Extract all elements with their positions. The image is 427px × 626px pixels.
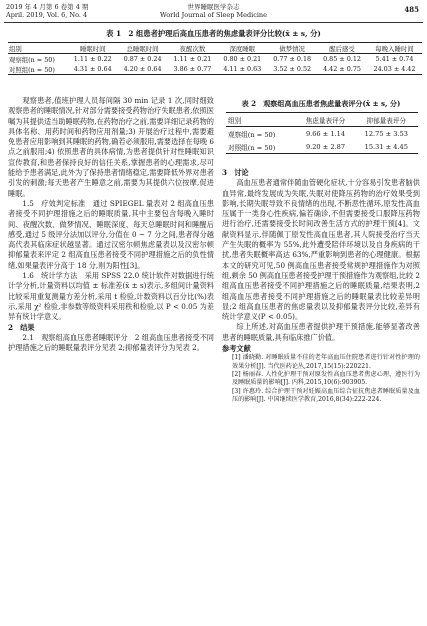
table-cell: 9.20 ± 2.87 — [305, 142, 346, 151]
table-cell: 0.87 ± 0.24 — [123, 55, 162, 63]
table-cell: 观察组(n = 50) — [9, 55, 55, 64]
page-header — [6, 2, 421, 24]
reference-item: [2] 杨丽春. 人性化护理干预对原发性高血压患者焦虑心理、遵医行为及睡眠质量的影响[J]. 内科,2015,10(6):903905. — [232, 370, 420, 387]
body-paragraph: 观察患者,值班护理人员每间隔 30 min 记录 1 次,同时细致观察患者的睡眠情况,针对部分需要接受药物治疗失眠患者,依照医嘱为其提供适当助睡眠药物,在药物治疗之前,需要详细记录药物的具体名称、用药时间和药物应用剂量;3) 开展治疗过程中,需要避免患者应用影响到其睡眠的药物,确若必须服用,需要选择在每晚 6 点之前服用;4) 依照患者的具体病情,为患者提供针对性睡眠知识宣传教育,和患者保持良好的信任关系,掌握患者的心理需求,尽可能给予患者满足,此外为了保持患者情绪稳定,需要降低外界对患者引发的刺激;每天患者产生睡意之前,需要为其提供六位按摩,促进睡眠。 — [8, 96, 214, 198]
body-paragraph: 1.6 统计学方法 采用 SPSS 22.0 统计软件对数据进行统计学分析,计量资料以均值 ± 标准差(x̄ ± s)表示,多组间计量资料比较采用重复测量方差分析,采用 t 检验,计数资料以百分比(%)表示,采用 χ² 检验,非参数等级资料采用秩和检验,以 P < 0.05 为差异有统计学意义。 — [8, 271, 214, 322]
reference-item: [3] 许惠玲. 综合护理干预对妊娠高血压综合征抗焦虑者睡眠质量及血压的影响[J]. 中国继续医学教育,2016,8(34):222-224. — [232, 387, 420, 403]
left-column — [8, 96, 214, 353]
table1 — [8, 42, 422, 75]
table-cell: 4.42 ± 0.75 — [323, 65, 361, 73]
table2 — [226, 112, 418, 154]
right-column — [222, 168, 420, 404]
table1-col-header: 醒后感受 — [329, 44, 355, 53]
table-cell: 0.80 ± 0.21 — [223, 55, 262, 63]
table2-header-row — [226, 113, 418, 127]
table1-col-header: 夜醒次数 — [179, 44, 206, 53]
table-cell: 4.20 ± 0.64 — [123, 65, 162, 73]
table-cell: 1.11 ± 0.21 — [173, 55, 212, 63]
table2-col-header: 组别 — [228, 116, 242, 125]
body-paragraph: 1.5 疗效判定标准 通过 SPIEGEL 量表对 2 组高血压患者接受不同护理措施之后的睡眠质量,其中主要包含每晚入睡时间、夜醒次数、做梦情况、睡眠深度、每天总睡眠时间和睡醒后感受,通过 5 级评分法加以评分,分值在 0 ~ 7 分之间,患者得分越高代表其临床症状越显著。通过汉密尔顿焦虑量表以及汉密尔顿抑郁量表来评定 2 组高血压患者接受不同护理措施之后的负性情绪,如果量表评分高于 18 分,则为阳性[3]。 — [8, 198, 214, 270]
reference-item: [1] 潘晓勤. 对睡眠质量不佳的老年高血压住院患者进行针对性护理的效果分析[J]. 当代医药论丛,2017,15(15):220221. — [232, 354, 420, 370]
table-cell: 0.77 ± 0.18 — [273, 55, 312, 63]
body-paragraph: 高血压患者通常伴随血管硬化症状,十分容易引发患者脑供血异常,最终发展成为失眠,失眠对使降压药物的治疗效果受到影响,长期失眠导致不良情绪的出现,不断恶性循环,原发性高血压属于一类身心性疾病,偏若确诊,不但需要接受口服降压药物进行治疗,还需要接受长时间改善生活方式的护理干预[4]。文献资料显示,伴随佩丁原发性高血压患者,其人院接受治疗当天产生失眠的概率为 55%,此外遭受陪伴环境以及自身疾病的干扰,患者失眠概率高达 63%,严重影响到患者的心理健康。根据本文的研究可见,50 例高血压患者接受常规护理措施作为对照组,剩余 50 例高血压患者接受护理干预措施作为观察组,比较 2 组高血压患者接受不同护理措施之后的睡眠质量,结果表明,2 组高血压患者接受不同护理措施之后的睡眠量表比较差异明显;2 组高血压患者的焦虑量表以及抑郁量表评分比较,差异有统计学意义(P < 0.05)。 — [222, 178, 420, 322]
table-cell: 0.85 ± 0.12 — [323, 55, 361, 63]
table1-col-header: 深度睡眠 — [229, 44, 256, 53]
issue-line-cn: 2019 年 4 月第 6 卷第 4 期 — [6, 3, 89, 11]
body-paragraph: 综上所述,对高血压患者提供护理干预措施,能够显著改善患者的睡眠质量,具有临床推广价值。 — [222, 322, 420, 342]
table-cell: 对照组(n = 50) — [9, 65, 55, 74]
table1-col-header: 每晚入睡时间 — [375, 44, 414, 53]
table1-col-header: 组别 — [9, 44, 22, 53]
table-cell: 4.11 ± 0.63 — [223, 65, 262, 73]
table1-col-header: 总睡眠时间 — [126, 44, 159, 53]
body-paragraph: 2.1 观察组高血压患者睡眠评分 2 组高血压患者接受不同护理措施之后的睡眠量表评分见表 2;抑郁量表评分为见表 2。 — [8, 332, 214, 353]
table1-col-header: 做梦情况 — [279, 44, 305, 53]
table-cell: 观察组(n = 50) — [228, 130, 276, 139]
table-cell: 对照组(n = 50) — [228, 143, 276, 152]
table-cell: 12.75 ± 3.53 — [364, 129, 408, 138]
table-cell: 24.03 ± 4.42 — [373, 65, 416, 73]
section-heading: 3 讨论 — [222, 168, 249, 177]
issue-line-en: April. 2019, Vol. 6, No. 4 — [6, 11, 88, 19]
journal-title-cn: 世界睡眠医学杂志 — [187, 3, 240, 11]
table-cell: 3.52 ± 0.52 — [273, 65, 312, 73]
header-rule — [4, 22, 423, 23]
table2-col-header: 抑郁量表评分 — [366, 116, 407, 125]
table1-header-row — [8, 43, 422, 54]
table-cell: 1.11 ± 0.22 — [73, 55, 112, 63]
table2-caption: 表 2 观察组高血压患者焦虑量表评分(x̄ ± s, 分) — [241, 99, 401, 108]
table-row — [8, 64, 422, 75]
table1-caption: 表 1 2 组患者护理后高血压患者的焦虑量表评分比较(x̄ ± s, 分) — [106, 29, 321, 38]
table-cell: 3.86 ± 0.77 — [173, 65, 212, 73]
section-heading: 2 结果 — [8, 322, 35, 332]
journal-title — [6, 3, 421, 19]
table-cell: 9.66 ± 1.14 — [305, 129, 346, 138]
table-cell: 5.41 ± 0.74 — [375, 55, 414, 63]
table-cell: 4.31 ± 0.64 — [73, 65, 112, 73]
table1-col-header: 睡眠时间 — [79, 44, 106, 53]
table2-col-header: 焦虑量表评分 — [305, 116, 346, 125]
references-heading: 参考文献 — [222, 344, 251, 354]
table-row — [226, 127, 418, 141]
table-row — [226, 140, 418, 154]
journal-title-en: World Journal of Sleep Medicine — [160, 11, 267, 19]
table-cell: 15.31 ± 4.45 — [364, 142, 408, 151]
table-row — [8, 54, 422, 65]
page-number: 485 — [404, 5, 419, 14]
